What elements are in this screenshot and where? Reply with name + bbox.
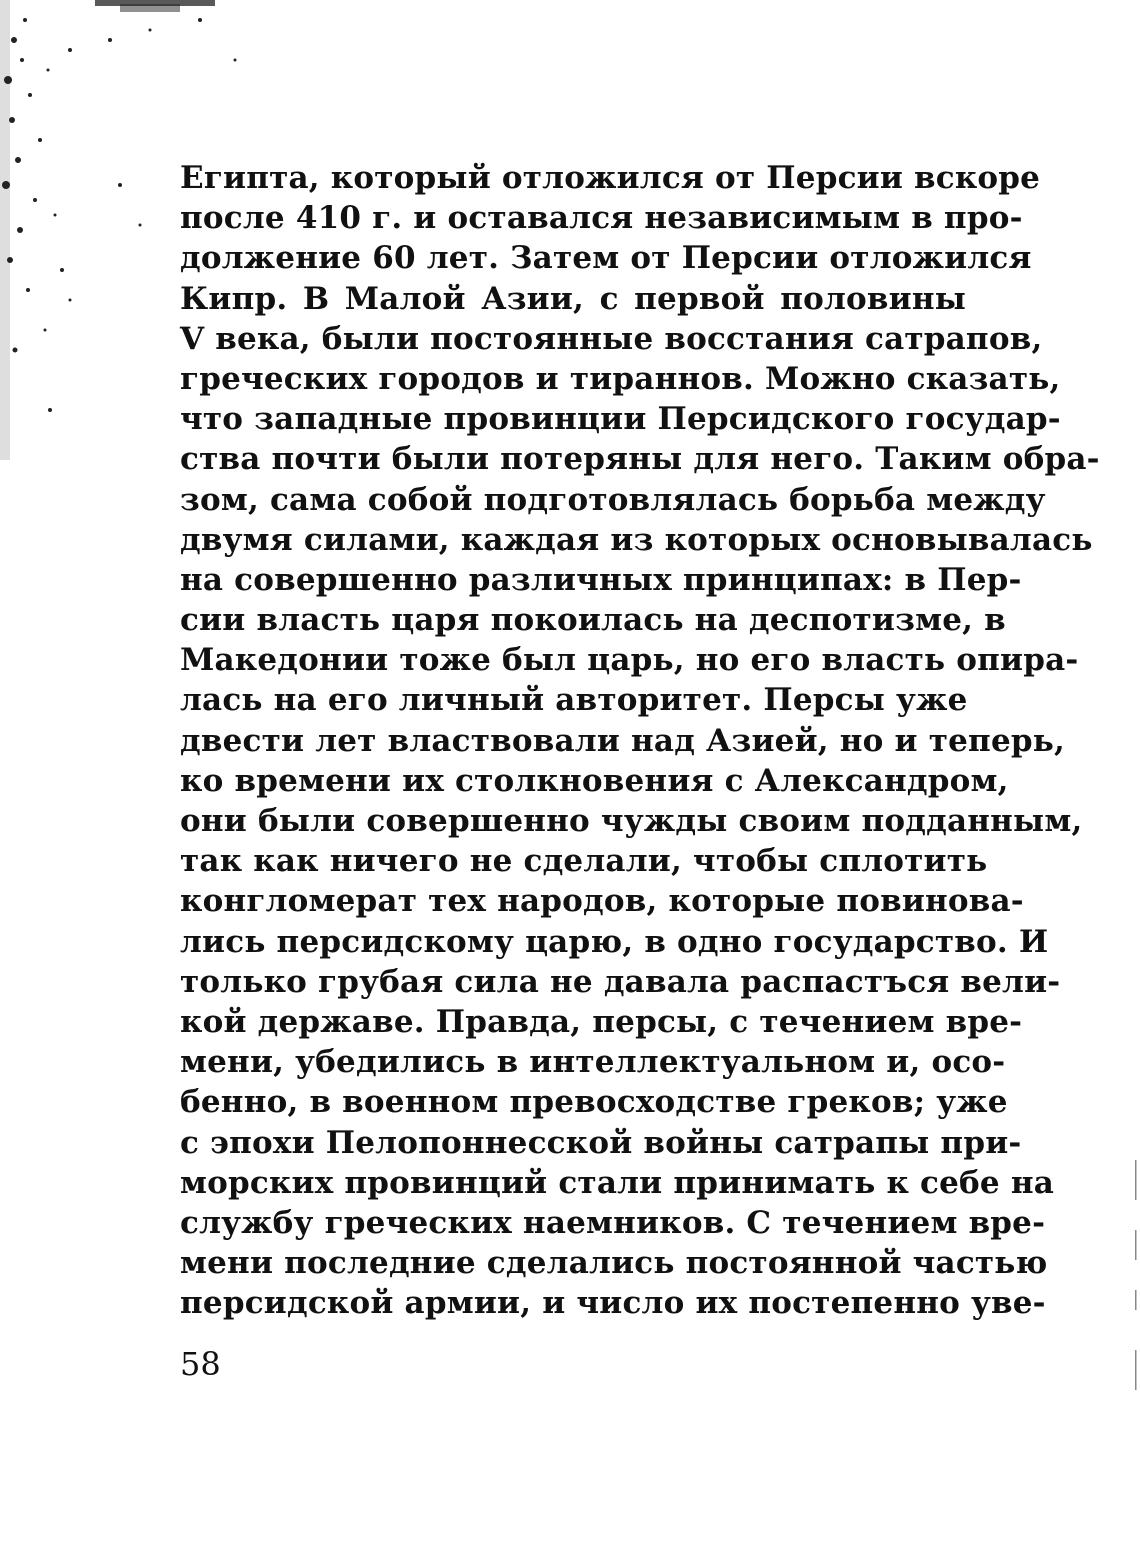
body-text <box>180 158 1100 1323</box>
text-line: сии власть царя покоилась на деспотизме, в <box>180 602 1006 639</box>
text-line: на совершенно различных принципах: в Пер- <box>180 561 1022 598</box>
text-line: лись персидскому царю, в одно государство. И <box>180 923 1049 960</box>
text-line: зом, сама собой подготовлялась борьба между <box>180 481 1046 518</box>
text-line: двести лет властвовали над Азией, но и теперь, <box>180 722 1065 759</box>
text-line: мени последние сделались постоянной частью <box>180 1245 1048 1282</box>
text-line: только грубая сила не давала распастъся вели- <box>180 963 1061 1000</box>
text-line: V века, были постоянные восстания сатрапов, <box>180 320 1043 357</box>
text-line: персидской армии, и число их постепенно уве- <box>180 1285 1046 1322</box>
text-line: морских провинций стали принимать к себе на <box>180 1164 1055 1201</box>
text-line: Кипр. В Малой Азии, с первой половины <box>180 280 966 317</box>
text-line: греческих городов и тираннов. Можно сказать, <box>180 360 1061 397</box>
text-line: конгломерат тех народов, которые повинова- <box>180 883 1024 920</box>
text-line: лась на его личный авторитет. Персы уже <box>180 682 968 719</box>
text-line: Македонии тоже был царь, но его власть опира- <box>180 642 1079 679</box>
text-line: с эпохи Пелопоннесской войны сатрапы при- <box>180 1124 1022 1161</box>
text-line: должение 60 лет. Затем от Персии отложился <box>180 240 1032 277</box>
text-line: ства почти были потеряны для него. Таким обра- <box>180 441 1100 478</box>
text-line: мени, убедились в интеллектуальном и, осо- <box>180 1044 1006 1081</box>
text-line: что западные провинции Персидского государ- <box>180 401 1061 438</box>
text-line: Египта, который отложился от Персии вскоре <box>180 160 1041 196</box>
text-line: кой державе. Правда, персы, с течением вре- <box>180 1003 1023 1040</box>
text-line: так как ничего не сделали, чтобы сплотить <box>180 843 988 880</box>
page-number: 58 <box>180 1345 221 1383</box>
text-line: службу греческих наемников. С течением вре- <box>180 1204 1046 1241</box>
text-line: бенно, в военном превосходстве греков; уже <box>180 1084 1008 1121</box>
text-line: ко времени их столкновения с Александром, <box>180 762 1009 799</box>
text-line: после 410 г. и оставался независимым в про- <box>180 200 1023 237</box>
scan-edge-marks <box>1132 1160 1140 1400</box>
text-line: они были совершенно чужды своим подданным, <box>180 803 1083 839</box>
text-line: двумя силами, каждая из которых основывалась <box>180 521 1093 558</box>
